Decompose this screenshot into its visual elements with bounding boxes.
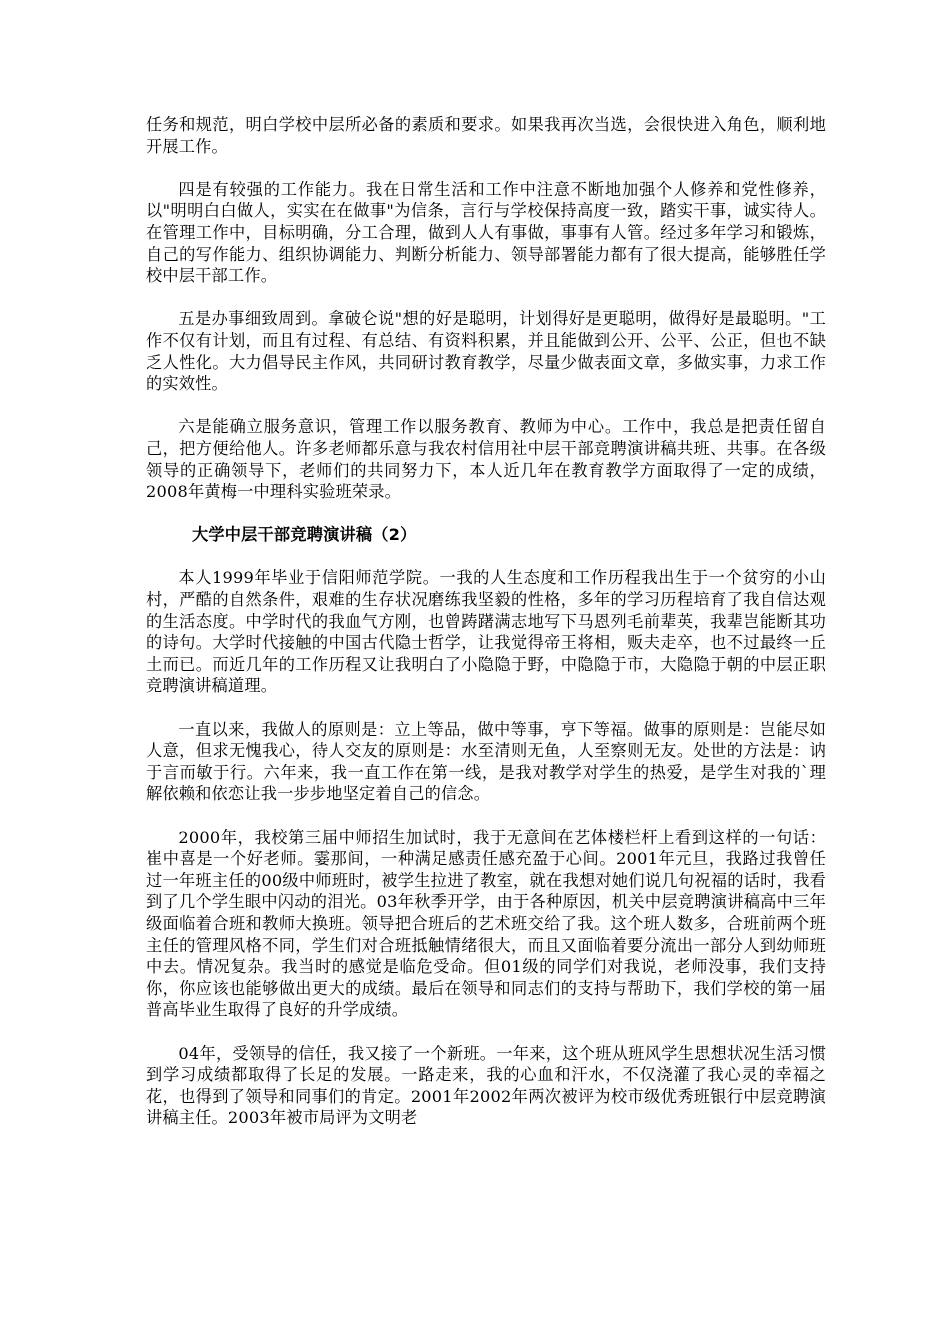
paragraph: 2000年，我校第三届中师招生加试时，我于无意间在艺体楼栏杆上看到这样的一句话：崔中喜是一个好老师。霎那间，一种满足感责任感充盈于心间。2001年元旦，我路过我曾任过一年班主任的00级中师班时，被学生拉进了教室，就在我想对她们说几句祝福的话时，我看到了几个学生眼中闪动的泪光。03年秋季开学，由于各种原因，机关中层竞聘演讲稿高中三年级面临着合班和教师大换班。领导把合班后的艺术班交给了我。这个班人数多，合班前两个班主任的管理风格不同，学生们对合班抵触情绪很大，而且又面临着要分流出一部分人到幼师班中去。情况复杂。我当时的感觉是临危受命。但01级的同学们对我说，老师没事，我们支持你，你应该也能够做出更大的成绩。最后在领导和同志们的支持与帮助下，我们学校的第一届普高毕业生取得了良好的升学成绩。: [146, 827, 826, 1020]
paragraph: 四是有较强的工作能力。我在日常生活和工作中注意不断地加强个人修养和党性修养，以"明明白白做人，实实在在做事"为信条，言行与学校保持高度一致，踏实干事，诚实待人。在管理工作中，目标明确，分工合理，做到人人有事做，事事有人管。经过多年学习和锻炼，自己的写作能力、组织协调能力、判断分析能力、领导部署能力都有了很大提高，能够胜任学校中层干部工作。: [146, 179, 826, 286]
paragraph: 任务和规范，明白学校中层所必备的素质和要求。如果我再次当选，会很快进入角色，顺利地开展工作。: [146, 115, 826, 156]
paragraph: 04年，受领导的信任，我又接了一个新班。一年来，这个班从班风学生思想状况生活习惯到学习成绩都取得了长足的发展。一路走来，我的心血和汗水，不仅浇灌了我心灵的幸福之花，也得到了领导和同事们的肯定。2001年2002年两次被评为校市级优秀班银行中层竞聘演讲稿主任。2003年被市局评为文明老: [146, 1043, 826, 1128]
paragraph: 六是能确立服务意识，管理工作以服务教育、教师为中心。工作中，我总是把责任留自己，把方便给他人。许多老师都乐意与我农村信用社中层干部竞聘演讲稿共班、共事。在各级领导的正确领导下，老师们的共同努力下，本人近几年在教育教学方面取得了一定的成绩，2008年黄梅一中理科实验班荣录。: [146, 417, 826, 502]
document-page: [146, 114, 826, 1151]
paragraph: 一直以来，我做人的原则是：立上等品，做中等事，亨下等福。做事的原则是：岂能尽如人意，但求无愧我心，待人交友的原则是：水至清则无鱼，人至察则无友。处世的方法是：讷于言而敏于行。六年来，我一直工作在第一线，是我对教学对学生的热爱，是学生对我的`理解依赖和依恋让我一步步地坚定着自己的信念。: [146, 719, 826, 804]
section-heading: 大学中层干部竞聘演讲稿（2）: [192, 525, 417, 545]
paragraph: 五是办事细致周到。拿破仑说"想的好是聪明，计划得好是更聪明，做得好是最聪明。"工作不仅有计划，而且有过程、有总结、有资料积累，并且能做到公开、公平、公正，但也不缺乏人性化。大力倡导民主作风，共同研讨教育教学，尽量少做表面文章，多做实事，力求工作的实效性。: [146, 309, 826, 394]
paragraph: 本人1999年毕业于信阳师范学院。一我的人生态度和工作历程我出生于一个贫穷的小山村，严酷的自然条件，艰难的生存状况磨练我坚毅的性格，多年的学习历程培育了我自信达观的生活态度。中学时代的我血气方刚，也曾踌躇满志地写下马恩列毛前辈英，我辈岂能断其功的诗句。大学时代接触的中国古代隐士哲学，让我觉得帝王将相，贩夫走卒，也不过最终一丘土而已。而近几年的工作历程又让我明白了小隐隐于野，中隐隐于市，大隐隐于朝的中层正职竞聘演讲稿道理。: [146, 568, 826, 696]
